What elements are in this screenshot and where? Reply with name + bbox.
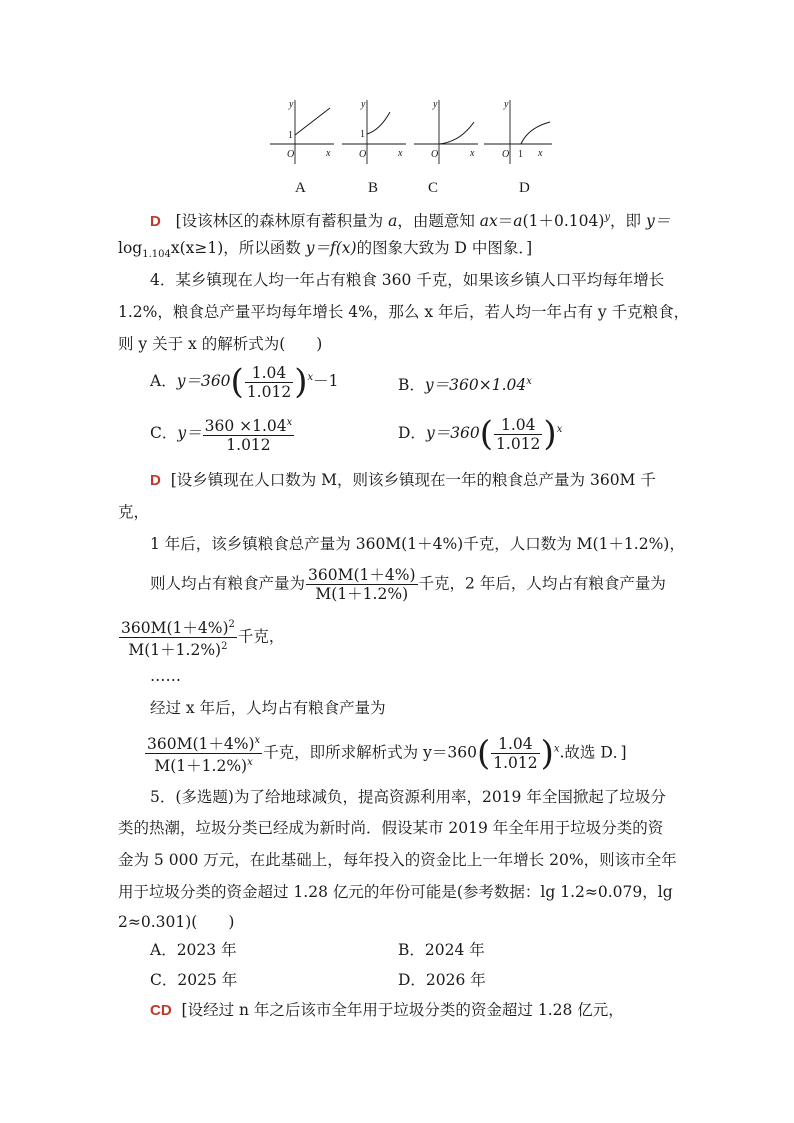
q4-answer-line6: 经过 x 年后，人均占有粮食产量为 [150, 699, 386, 717]
graph-c [414, 99, 478, 164]
graph-b [342, 99, 406, 164]
q4-answer-line1: D [设乡镇现在人口数为 M，则该乡镇现在一年的粮食总产量为 360M 千 [150, 471, 656, 489]
q4-answer-dots: …… [150, 667, 181, 685]
q4-stem-line3: 则 y 关于 x 的解析式为( ) [118, 335, 323, 353]
q4-answer-line7: $\frac{360M(1+4\%)^x}{M(1+1.2\%)^x}$ 千克，即所求解析式为 y＝360( $\frac{1.04}{1.012}$ )$^x$.故选 D．] [147, 733, 627, 776]
q4-answer-line2: 克， [118, 503, 150, 521]
svg-text:1: 1 [360, 129, 365, 140]
q5-stem-line2: 类的热潮，垃圾分类已经成为新时尚．假设某市 2019 年全年用于垃圾分类的资 [118, 819, 664, 837]
q5-option-a[interactable]: A．2023 年 [150, 941, 237, 959]
svg-text:y: y [433, 99, 438, 110]
q4-answer-line3: 1 年后，该乡镇粮食总产量为 360M(1＋4%)千克，人口数为 M(1＋1.2%)， [150, 535, 685, 553]
svg-text:O: O [502, 149, 510, 160]
q4-answer-line5: $\frac{360M(1+4\%)^2}{M(1+1.2\%)^2}$ 千克， [118, 616, 284, 659]
q5-option-b[interactable]: B．2024 年 [398, 941, 485, 959]
answer-letter: D [150, 213, 161, 231]
graph-d [484, 99, 552, 164]
q4-option-c[interactable]: C．y＝ $\frac{360 \times 1.04^x}{1.012}$ [150, 414, 295, 454]
q5-stem-line4: 用于垃圾分类的资金超过 1.28 亿元的年份可能是(参考数据：lg 1.2≈0.079，lg [118, 883, 673, 901]
q5-stem-line1: 5．(多选题)为了给地球减负，提高资源利用率，2019 年全国掀起了垃圾分 [150, 788, 666, 806]
svg-text:y: y [361, 99, 366, 110]
svg-text:1: 1 [518, 149, 523, 160]
svg-text:x: x [470, 148, 475, 159]
graph-label-b: B [368, 180, 379, 196]
graph-a [270, 99, 334, 164]
svg-text:O: O [287, 149, 295, 160]
svg-text:O: O [431, 149, 439, 160]
graph-label-d: D [519, 180, 530, 196]
q3-answer-line2: $\log_{1.104}x(x\ge 1)$，所以函数 y＝f(x)的图象大致为 D 中图象．] [118, 239, 533, 261]
svg-text:O: O [359, 149, 367, 160]
svg-text:y: y [504, 99, 509, 110]
q5-option-c[interactable]: C．2025 年 [150, 971, 238, 989]
graph-label-c: C [428, 180, 439, 196]
q5-stem-line3: 金为 5 000 万元，在此基础上，每年投入的资金比上一年增长 20%，则该市全年 [118, 851, 677, 869]
answer-graphs-figure [262, 92, 562, 172]
graph-label-a: A [295, 180, 306, 196]
q4-option-b[interactable]: B．$y=360\times 1.04^x$ [398, 376, 532, 395]
q4-option-d[interactable]: D．y＝360( $\frac{1.04}{1.012}$ )$^x$ [398, 414, 563, 454]
q4-stem-line2: 1.2%，粮食总产量平均每年增长 4%，那么 x 年后，若人均一年占有 y 千克粮食， [118, 303, 690, 321]
svg-text:x: x [538, 148, 543, 159]
q3-answer-line1: D [设该林区的森林原有蓄积量为 a，由题意知 $ax=a(1+0.104)^y$，即 y＝ [150, 212, 671, 231]
svg-text:1: 1 [288, 130, 293, 141]
q4-option-a[interactable]: A．y＝360( $\frac{1.04}{1.012}$ )$^x$－1 [150, 362, 339, 402]
svg-text:x: x [326, 148, 331, 159]
q4-stem-line1: 4．某乡镇现在人均一年占有粮食 360 千克，如果该乡镇人口平均每年增长 [150, 271, 665, 289]
answer-letter: CD [150, 1002, 172, 1019]
svg-text:y: y [289, 99, 294, 110]
q5-option-d[interactable]: D．2026 年 [398, 971, 486, 989]
q5-stem-line5: 2≈0.301)( ) [118, 913, 235, 931]
q5-answer-line1: CD [设经过 n 年之后该市全年用于垃圾分类的资金超过 1.28 亿元， [150, 1001, 624, 1019]
answer-letter: D [150, 472, 161, 489]
q4-answer-line4: 则人均占有粮食产量为 $\frac{360M(1+4\%)}{M(1+1.2\%)}$ 千克，2 年后，人均占有粮食产量为 [150, 566, 666, 603]
svg-text:x: x [398, 148, 403, 159]
